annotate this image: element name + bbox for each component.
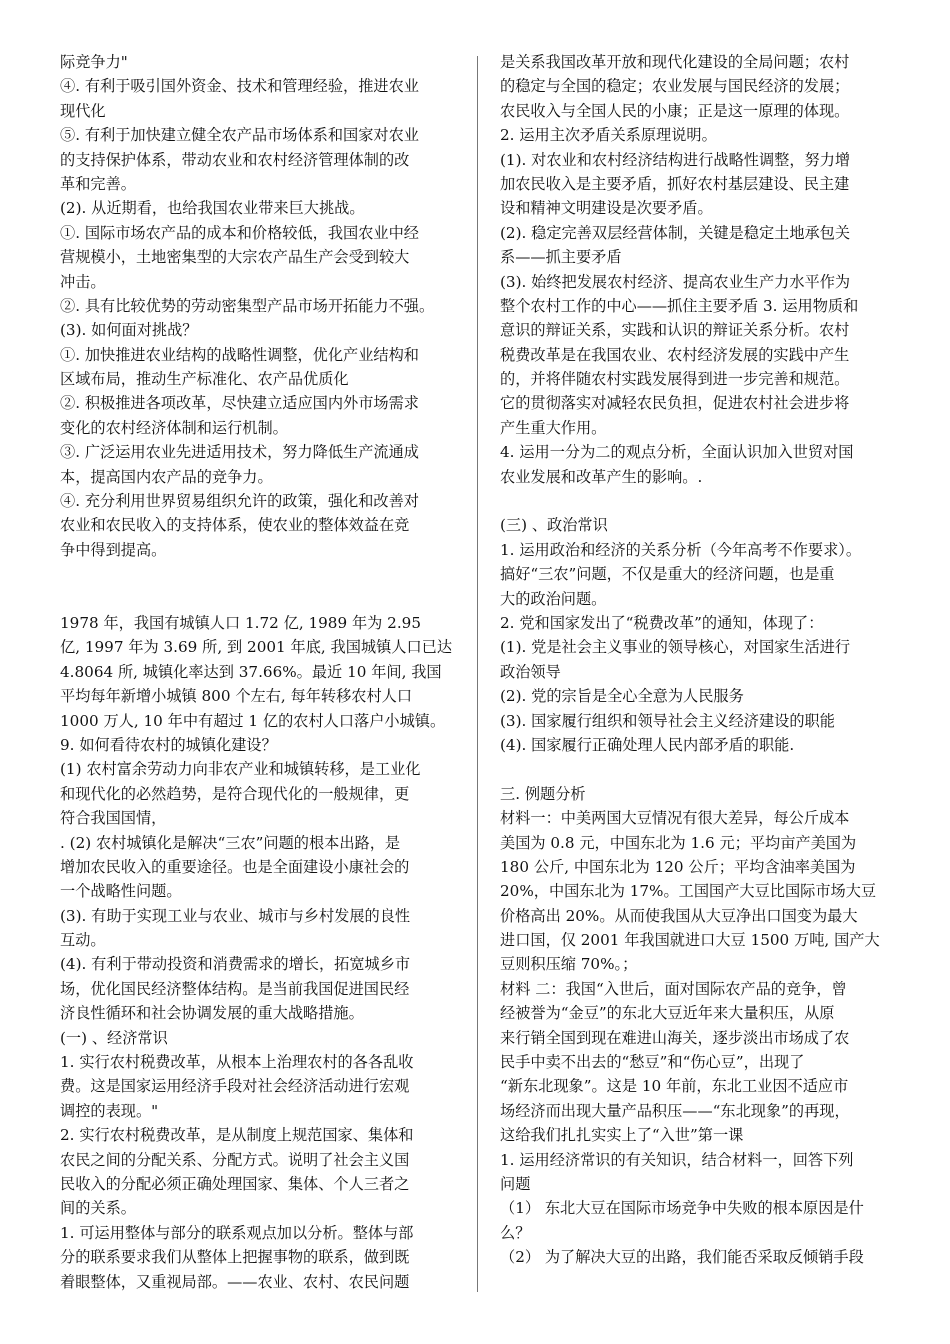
text-line: 1. 可运用整体与部分的联系观点加以分析。整体与部: [60, 1223, 414, 1242]
text-line: 互动。: [60, 931, 106, 950]
text-line: 进口国，仅 2001 年我国就进口大豆 1500 万吨, 国产大: [500, 931, 880, 950]
text-line: 4. 运用一分为二的观点分析，全面认识加入世贸对国: [500, 443, 854, 462]
text-line: 美国为 0.8 元，中国东北为 1.6 元；平均亩产美国为: [500, 833, 857, 852]
text-line: 农民收入与全国人民的小康；正是这一原理的体现。: [500, 101, 850, 120]
text-line: 问题: [500, 1174, 531, 1193]
text-line: 农业和农民收入的支持体系，使农业的整体效益在竞: [60, 516, 410, 535]
text-line: 争中得到提高。: [60, 540, 167, 559]
text-line: 1. 运用经济常识的有关知识，结合材料一，回答下列: [500, 1150, 854, 1169]
text-line: ②. 具有比较优势的劳动密集型产品市场开拓能力不强。: [60, 296, 435, 315]
right-column: [500, 50, 902, 1270]
text-line: 1. 运用政治和经济的关系分析（今年高考不作要求）。: [500, 540, 862, 559]
text-line: ①. 国际市场农产品的成本和价格较低，我国农业中经: [60, 223, 419, 242]
text-line: 20%，中国东北为 17%。工国国产大豆比国际市场大豆: [500, 882, 877, 901]
text-line: (三) 、政治常识: [500, 516, 608, 535]
text-line: 符合我国国情，: [60, 809, 167, 828]
text-line: ③. 广泛运用农业先进适用技术，努力降低生产流通成: [60, 443, 419, 462]
left-column: [60, 50, 460, 1294]
text-line: 豆则积压缩 70%。；: [500, 955, 638, 974]
text-line: 平均每年新增小城镇 800 个左右, 每年转移农村人口: [60, 687, 413, 706]
text-line: 1978 年，我国有城镇人口 1.72 亿, 1989 年为 2.95: [60, 613, 421, 632]
text-line: ④. 充分利用世界贸易组织允许的政策，强化和改善对: [60, 492, 419, 511]
text-line: 增加农民收入的重要途径。也是全面建设小康社会的: [60, 857, 410, 876]
text-line: 1000 万人, 10 年中有超过 1 亿的农村人口落户小城镇。: [60, 711, 446, 730]
text-line: (1). 党是社会主义事业的领导核心，对国家生活进行: [500, 638, 851, 657]
text-line: 间的关系。: [60, 1199, 136, 1218]
text-line: 180 公斤, 中国东北为 120 公斤；平均含油率美国为: [500, 857, 856, 876]
text-line: 这给我们扎扎实实上了“入世”第一课: [500, 1126, 744, 1145]
text-line: 的支持保护体系，带动农业和农村经济管理体制的改: [60, 150, 410, 169]
text-line: 来行销全国到现在难进山海关，逐步淡出市场成了农: [500, 1028, 850, 1047]
text-line: 它的贯彻落实对减轻农民负担，促进农村社会进步将: [500, 394, 850, 413]
text-line: 着眼整体，又重视局部。——农业、农村、农民问题: [60, 1272, 410, 1291]
text-line: 三. 例题分析: [500, 784, 586, 803]
text-line: 一个战略性问题。: [60, 882, 182, 901]
text-line: 税费改革是在我国农业、农村经济发展的实践中产生: [500, 345, 850, 364]
text-line: (2). 稳定完善双层经营体制，关键是稳定土地承包关: [500, 223, 851, 242]
text-line: 冲击。: [60, 272, 106, 291]
text-line: 2. 运用主次矛盾关系原理说明。: [500, 126, 717, 145]
text-line: (2). 从近期看，也给我国农业带来巨大挑战。: [60, 199, 365, 218]
text-line: 场经济而出现大量产品积压——“东北现象”的再现，: [500, 1101, 850, 1120]
text-line: 本，提高国内农产品的竞争力。: [60, 467, 273, 486]
text-line: 营规模小，土地密集型的大宗农产品生产会受到较大: [60, 248, 410, 267]
text-line: 革和完善。: [60, 174, 136, 193]
text-line: 产生重大作用。: [500, 418, 607, 437]
text-line: 济良性循环和社会协调发展的重大战略措施。: [60, 1004, 364, 1023]
text-line: 大的政治问题。: [500, 589, 607, 608]
text-line: 2. 党和国家发出了“税费改革”的通知，体现了：: [500, 613, 824, 632]
text-line: (3). 如何面对挑战？: [60, 321, 198, 340]
text-line: 变化的农村经济体制和运行机制。: [60, 418, 288, 437]
text-line: (1). 对农业和农村经济结构进行战略性调整，努力增: [500, 150, 851, 169]
text-line: 场，优化国民经济整体结构。是当前我国促进国民经: [60, 979, 410, 998]
text-line: 是关系我国改革开放和现代化建设的全局问题；农村: [500, 53, 850, 71]
text-line: 设和精神文明建设是次要矛盾。: [500, 199, 713, 218]
text-line: . (2) 农村城镇化是解决“三农”问题的根本出路，是: [60, 833, 401, 852]
text-line: 政治领导: [500, 662, 561, 681]
blank-line: [500, 489, 902, 513]
text-line: 搞好“三农”问题，不仅是重大的经济问题，也是重: [500, 565, 835, 584]
blank-line: [60, 587, 460, 611]
text-line: 1. 实行农村税费改革，从根本上治理农村的各各乱收: [60, 1053, 414, 1072]
text-line: 分的联系要求我们从整体上把握事物的联系，做到既: [60, 1248, 410, 1267]
text-line: 的，并将伴随农村实践发展得到进一步完善和规范。: [500, 370, 850, 389]
text-line: ④. 有利于吸引国外资金、技术和管理经验，推进农业: [60, 77, 419, 96]
text-line: (3). 国家履行组织和领导社会主义经济建设的职能: [500, 711, 835, 730]
text-line: 民手中卖不出去的“愁豆”和“伤心豆”，出现了: [500, 1053, 805, 1072]
text-line: 的稳定与全国的稳定；农业发展与国民经济的发展；: [500, 77, 850, 96]
text-line: 和现代化的必然趋势，是符合现代化的一般规律，更: [60, 784, 410, 803]
text-line: (一) 、经济常识: [60, 1028, 168, 1047]
text-line: (4). 有利于带动投资和消费需求的增长，拓宽城乡市: [60, 955, 411, 974]
text-line: 农业发展和改革产生的影响。.: [500, 467, 703, 486]
text-line: 亿, 1997 年为 3.69 所, 到 2001 年底, 我国城镇人口已达: [60, 638, 453, 657]
text-line: 价格高出 20%。从而使我国从大豆净出口国变为最大: [500, 906, 858, 925]
text-line: 现代化: [60, 101, 106, 120]
text-line: （2） 为了解决大豆的出路，我们能否采取反倾销手段: [500, 1248, 864, 1267]
text-line: (1) 农村富余劳动力向非农产业和城镇转移，是工业化: [60, 760, 421, 779]
blank-line: [60, 562, 460, 586]
text-line: 意识的辩证关系，实践和认识的辩证关系分析。农村: [500, 321, 850, 340]
text-line: (4). 国家履行正确处理人民内部矛盾的职能.: [500, 735, 795, 754]
text-line: (3). 有助于实现工业与农业、城市与乡村发展的良性: [60, 906, 411, 925]
text-line: 4.8064 所, 城镇化率达到 37.66%。最近 10 年间, 我国: [60, 662, 442, 681]
text-line: (2). 党的宗旨是全心全意为人民服务: [500, 687, 744, 706]
text-line: 经被誉为“金豆”的东北大豆近年来大量积压，从原: [500, 1004, 835, 1023]
text-line: 农民之间的分配关系、分配方式。说明了社会主义国: [60, 1150, 410, 1169]
text-line: 区域布局，推动生产标准化、农产品优质化: [60, 370, 349, 389]
text-line: ⑤. 有利于加快建立健全农产品市场体系和国家对农业: [60, 126, 419, 145]
text-line: 材料一：中美两国大豆情况有很大差异，每公斤成本: [500, 809, 850, 828]
text-line: 么？: [500, 1223, 531, 1242]
text-line: 2. 实行农村税费改革，是从制度上规范国家、集体和: [60, 1126, 414, 1145]
text-line: 整个农村工作的中心——抓住主要矛盾 3. 运用物质和: [500, 296, 859, 315]
text-line: 费。这是国家运用经济手段对社会经济活动进行宏观: [60, 1077, 410, 1096]
text-line: 系——抓主要矛盾: [500, 248, 622, 267]
text-line: ①. 加快推进农业结构的战略性调整，优化产业结构和: [60, 345, 419, 364]
text-line: 民收入的分配必须正确处理国家、集体、个人三者之: [60, 1174, 410, 1193]
text-line: 材料 二：我国“入世后，面对国际农产品的竞争，曾: [500, 979, 847, 998]
text-line: (3). 始终把发展农村经济、提高农业生产力水平作为: [500, 272, 851, 291]
text-line: 调控的表现。": [60, 1101, 159, 1120]
blank-line: [500, 757, 902, 781]
text-line: “新东北现象”。这是 10 年前，东北工业因不适应市: [500, 1077, 849, 1096]
text-line: ②. 积极推进各项改革，尽快建立适应国内外市场需求: [60, 394, 419, 413]
column-divider: [477, 56, 478, 1292]
text-line: 际竞争力": [60, 53, 128, 71]
text-line: 加农民收入是主要矛盾，抓好农村基层建设、民主建: [500, 174, 850, 193]
text-line: （1） 东北大豆在国际市场竞争中失败的根本原因是什: [500, 1199, 864, 1218]
text-line: 9. 如何看待农村的城镇化建设？: [60, 735, 277, 754]
